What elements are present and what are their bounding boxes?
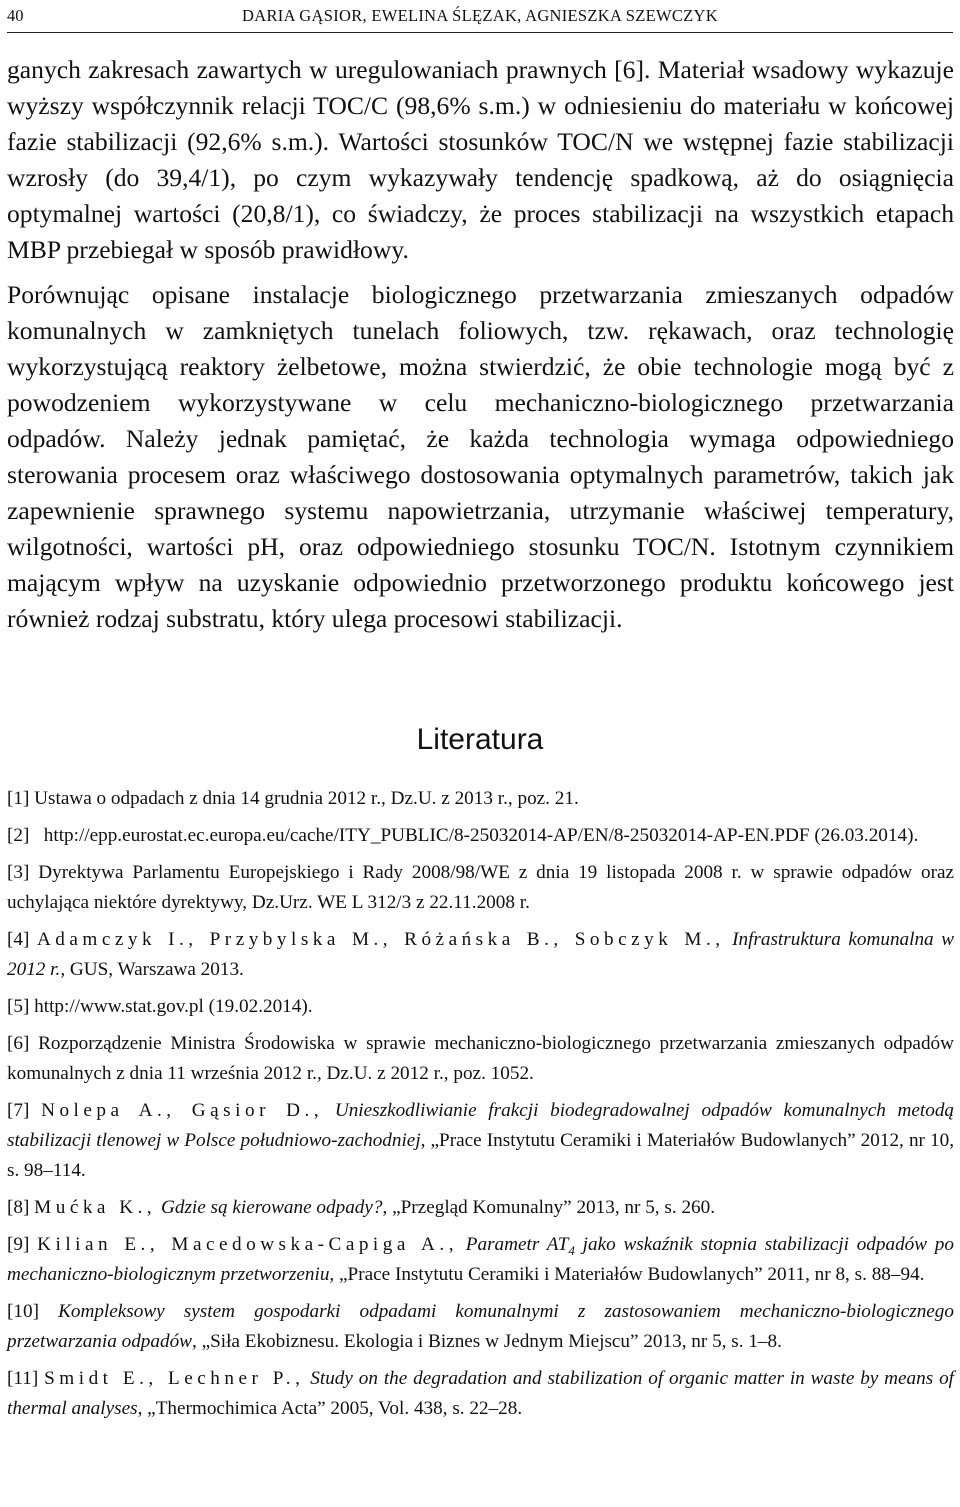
reference-authors: Nolepa A., Gąsior D., (41, 1100, 324, 1121)
body-text (7, 52, 954, 637)
reference-title-subscript: 4 (568, 1242, 575, 1258)
reference-number: [8] (7, 1197, 30, 1218)
references-heading: Literatura (416, 723, 544, 756)
reference-title: Gdzie są kierowane odpady? (161, 1197, 383, 1218)
reference-source: , „Prace Instytutu Ceramiki i Materiałów Budowlanych” 2011, nr 8, s. 88–94. (329, 1264, 925, 1285)
reference-number: [1] (7, 788, 30, 809)
reference-text: Rozporządzenie Ministra Środowiska w sprawie mechaniczno-biologicznego przetwarzania zmieszanych odpadów komunalnych z dnia 11 września 2012 r., Dz.U. z 2012 r., poz. 1052. (7, 1033, 954, 1084)
reference-item (7, 1297, 954, 1357)
running-header-authors: DARIA GĄSIOR, EWELINA ŚLĘZAK, AGNIESZKA SZEWCZYK (242, 6, 718, 25)
reference-number: [5] (7, 996, 30, 1017)
reference-title-part: jako wskaźnik stopnia stabilizacji odpadów po mechaniczno-biologicznym przetworzeniu (7, 1234, 954, 1285)
reference-item (7, 1096, 954, 1186)
reference-source: , „Siła Ekobiznesu. Ekologia i Biznes w Jednym Miejscu” 2013, nr 5, s. 1–8. (191, 1331, 782, 1352)
reference-number: [9] (7, 1234, 30, 1255)
reference-source: , GUS, Warszawa 2013. (60, 959, 244, 980)
reference-authors: Mućka K., (34, 1197, 157, 1218)
reference-list (7, 784, 954, 1431)
reference-title: Unieszkodliwianie frakcji biodegradowalnej odpadów komunalnych metodą stabilizacji tlenowej w Polsce południowo-zachodniej (7, 1100, 955, 1151)
reference-text: http://www.stat.gov.pl (19.02.2014). (34, 996, 313, 1017)
body-paragraph: ganych zakresach zawartych w uregulowaniach prawnych [6]. Materiał wsadowy wykazuje wyższy współczynnik relacji TOC/C (98,6% s.m.) w odniesieniu do materiału w końcowej fazie stabilizacji (92,6% s.m.). Wartości stosunków TOC/N we wstępnej fazie stabilizacji wzrosły (do 39,4/1), po czym wykazywały tendencję spadkową, aż do osiągnięcia optymalnej wartości (20,8/1), co świadczy, że proces stabilizacji na wszystkich etapach MBP przebiegał w sposób prawidłowy. (7, 55, 954, 264)
reference-item (7, 784, 954, 814)
reference-source: , „Przegląd Komunalny” 2013, nr 5, s. 260. (382, 1197, 716, 1218)
reference-text: http://epp.eurostat.ec.europa.eu/cache/ITY_PUBLIC/8-25032014-AP/EN/8-25032014-AP-EN.PDF (26.03.2014). (43, 825, 919, 846)
running-header (7, 2, 953, 33)
reference-text: Dyrektywa Parlamentu Europejskiego i Rady 2008/98/WE z dnia 19 listopada 2008 r. w sprawie odpadów oraz uchylająca niektóre dyrektywy, Dz.Urz. WE L 312/3 z 22.11.2008 r. (7, 862, 954, 913)
reference-item (7, 1364, 954, 1424)
reference-authors: Smidt E., Lechner P., (44, 1368, 305, 1389)
reference-number: [11] (7, 1368, 39, 1389)
reference-item (7, 1193, 954, 1223)
reference-text: Ustawa o odpadach z dnia 14 grudnia 2012 r., Dz.U. z 2013 r., poz. 21. (34, 788, 579, 809)
reference-authors: Kilian E., Macedowska-Capiga A., (37, 1234, 459, 1255)
reference-item (7, 821, 954, 851)
reference-number: [10] (7, 1301, 39, 1322)
reference-title: Infrastruktura komunalna w 2012 r. (7, 929, 954, 980)
reference-title-part: Parametr AT (465, 1234, 569, 1255)
reference-item (7, 1029, 954, 1089)
reference-item (7, 858, 954, 918)
reference-title: Kompleksowy system gospodarki odpadami komunalnymi z zastosowaniem mechaniczno-biologicznego przetwarzania odpadów (7, 1301, 954, 1352)
reference-number: [3] (7, 862, 30, 883)
page-number: 40 (7, 6, 24, 25)
reference-title: Study on the degradation and stabilization of organic matter in waste by means of thermal analyses (7, 1368, 955, 1419)
reference-item (7, 1230, 954, 1290)
reference-item (7, 925, 954, 985)
reference-number: [6] (7, 1033, 30, 1054)
reference-authors: Adamczyk I., Przybylska M., Różańska B., Sobczyk M., (36, 929, 725, 950)
body-paragraph: Porównując opisane instalacje biologicznego przetwarzania zmieszanych odpadów komunalnych w zamkniętych tunelach foliowych, tzw. rękawach, oraz technologię wykorzystującą reaktory żelbetowe, można stwierdzić, że obie technologie mogą być z powodzeniem wykorzystywane w celu mechaniczno-biologicznego przetwarzania odpadów. Należy jednak pamiętać, że każda technologia wymaga odpowiedniego sterowania procesem oraz właściwego dostosowania optymalnych parametrów, takich jak zapewnienie sprawnego systemu napowietrzania, utrzymanie właściwej temperatury, wilgotności, wartości pH, oraz odpowiedniego stosunku TOC/N. Istotnym czynnikiem mającym wpływ na uzyskanie odpowiednio przetworzonego produktu końcowego jest również rodzaj substratu, który ulega procesowi stabilizacji. (7, 280, 954, 633)
reference-number: [4] (7, 929, 30, 950)
reference-number: [7] (7, 1100, 30, 1121)
reference-number: [2] (7, 825, 30, 846)
reference-source: , „Thermochimica Acta” 2005, Vol. 438, s. 22–28. (137, 1398, 523, 1419)
reference-item (7, 992, 954, 1022)
reference-source: , „Prace Instytutu Ceramiki i Materiałów Budowlanych” 2012, nr 10, s. 98–114. (7, 1130, 954, 1181)
